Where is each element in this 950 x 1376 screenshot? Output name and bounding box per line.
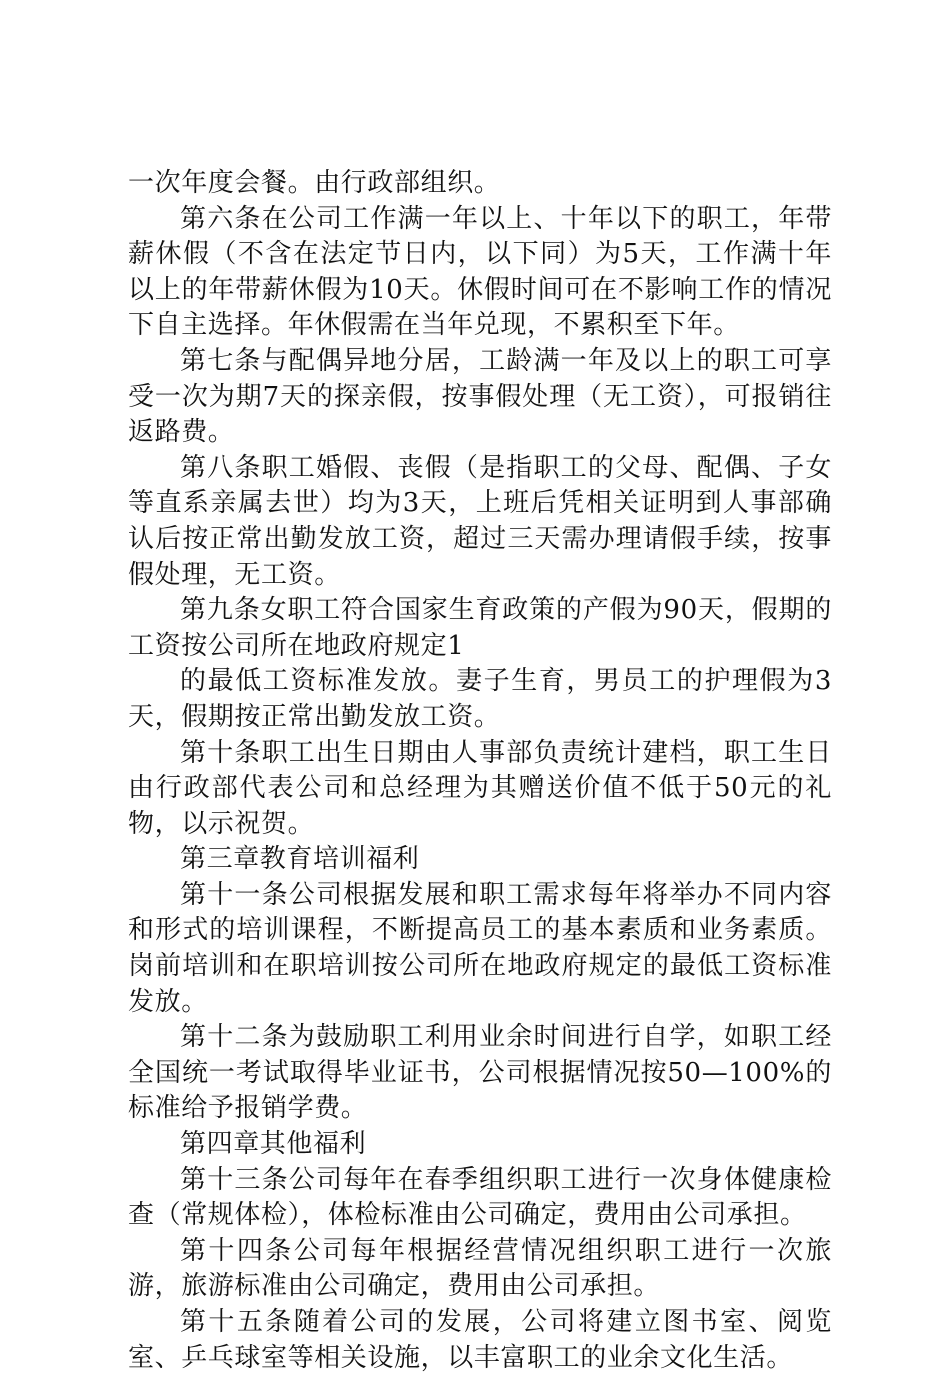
paragraph-article-11: 第十一条公司根据发展和职工需求每年将举办不同内容和形式的培训课程，不断提高员工的基本素质和业务素质。岗前培训和在职培训按公司所在地政府规定的最低工资标准发放。 bbox=[128, 879, 832, 1017]
paragraph-article-14: 第十四条公司每年根据经营情况组织职工进行一次旅游，旅游标准由公司确定，费用由公司承担。 bbox=[128, 1235, 832, 1302]
paragraph-article-9: 第九条女职工符合国家生育政策的产假为90天，假期的工资按公司所在地政府规定1 bbox=[128, 595, 832, 661]
document-body bbox=[128, 166, 832, 1376]
paragraph-article-10: 第十条职工出生日期由人事部负责统计建档，职工生日由行政部代表公司和总经理为其赠送价值不低于50元的礼物，以示祝贺。 bbox=[128, 737, 832, 839]
paragraph-article-9-continued: 的最低工资标准发放。妻子生育，男员工的护理假为3天，假期按正常出勤发放工资。 bbox=[128, 666, 832, 732]
paragraph-article-8: 第八条职工婚假、丧假（是指职工的父母、配偶、子女等直系亲属去世）均为3天，上班后凭相关证明到人事部确认后按正常出勤发放工资，超过三天需办理请假手续，按事假处理，无工资。 bbox=[128, 452, 832, 590]
paragraph-article-12: 第十二条为鼓励职工利用业余时间进行自学，如职工经全国统一考试取得毕业证书，公司根据情况按50—100%的标准给予报销学费。 bbox=[128, 1022, 832, 1124]
chapter-heading-4: 第四章其他福利 bbox=[180, 1129, 367, 1160]
paragraph-annual-dinner: 一次年度会餐。由行政部组织。 bbox=[128, 168, 501, 198]
paragraph-article-6: 第六条在公司工作满一年以上、十年以下的职工，年带薪休假（不含在法定节日内，以下同）为5天，工作满十年以上的年带薪休假为10天。休假时间可在不影响工作的情况下自主选择。年休假需在当年兑现，不累积至下年。 bbox=[128, 203, 832, 341]
paragraph-article-7: 第七条与配偶异地分居，工龄满一年及以上的职工可享受一次为期7天的探亲假，按事假处理（无工资），可报销往返路费。 bbox=[128, 345, 832, 448]
chapter-heading-3: 第三章教育培训福利 bbox=[180, 844, 420, 875]
paragraph-article-15: 第十五条随着公司的发展，公司将建立图书室、阅览室、乒乓球室等相关设施，以丰富职工的业余文化生活。 bbox=[128, 1307, 832, 1373]
paragraph-article-13: 第十三条公司每年在春季组织职工进行一次身体健康检查（常规体检），体检标准由公司确定，费用由公司承担。 bbox=[128, 1164, 832, 1231]
